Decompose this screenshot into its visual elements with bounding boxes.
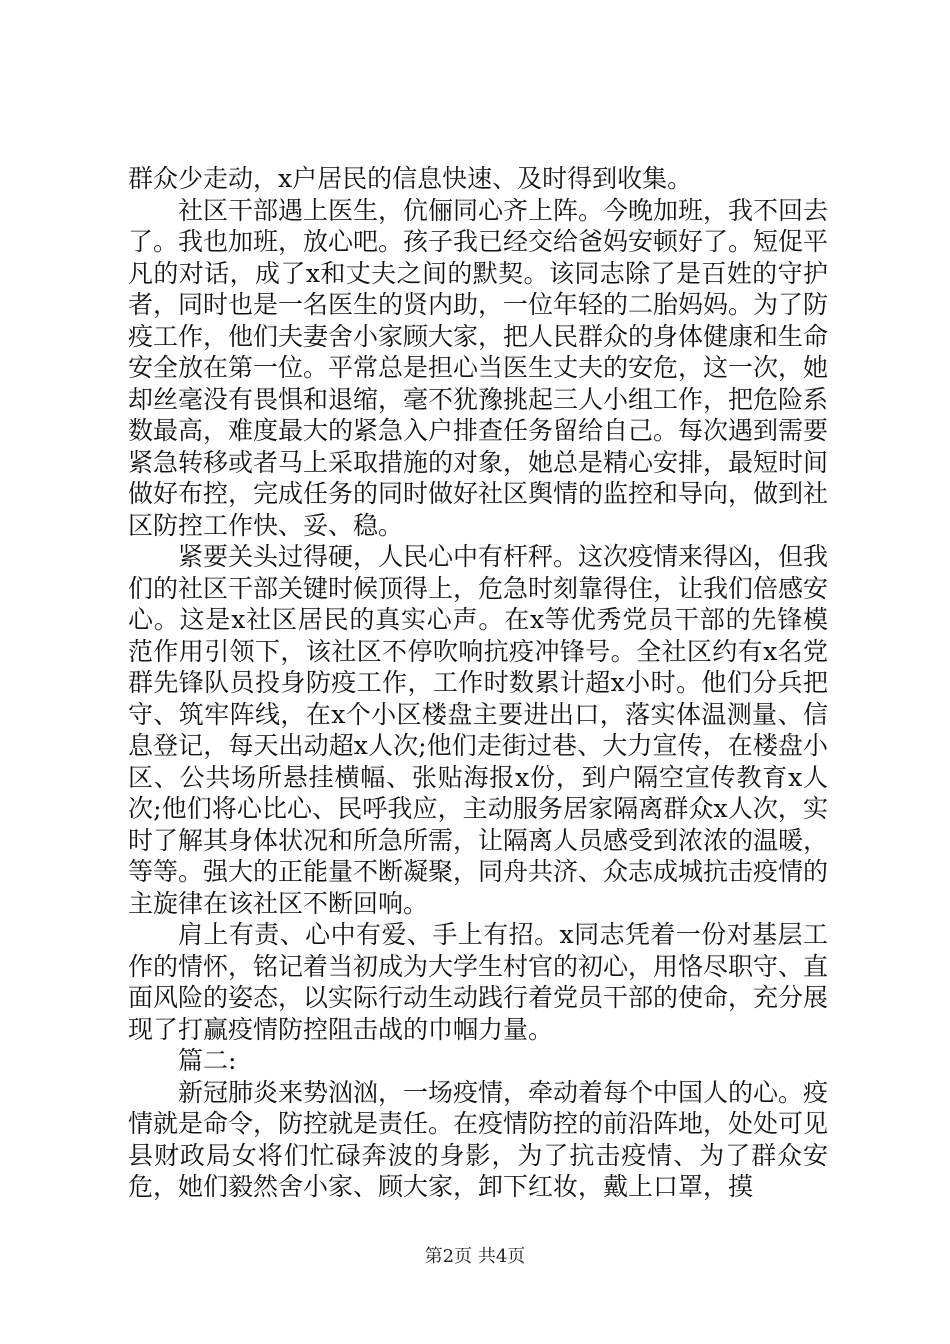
- paragraph: 肩上有责、心中有爱、手上有招。x同志凭着一份对基层工作的情怀，铭记着当初成为大学生村官的初心，用恪尽职守、直面风险的姿态，以实际行动生动践行着党员干部的使命，充分展现了打赢疫情防控阻击战的巾帼力量。: [128, 920, 829, 1044]
- paragraph: 紧要关头过得硬，人民心中有杆秤。这次疫情来得凶，但我们的社区干部关键时候顶得上，危急时刻靠得住，让我们倍感安心。这是x社区居民的真实心声。在x等优秀党员干部的先锋模范作用引领下，该社区不停吹响抗疫冲锋号。全社区约有x名党群先锋队员投身防疫工作，工作时数累计超x小时。他们分兵把守、筑牢阵线，在x个小区楼盘主要进出口，落实体温测量、信息登记，每天出动超x人次;他们走街过巷、大力宣传，在楼盘小区、公共场所悬挂横幅、张贴海报x份，到户隔空宣传教育x人次;他们将心比心、民呼我应，主动服务居家隔离群众x人次，实时了解其身体状况和所急所需，让隔离人员感受到浓浓的温暖，等等。强大的正能量不断凝聚，同舟共济、众志成城抗击疫情的主旋律在该社区不断回响。: [128, 542, 829, 918]
- document-body: [128, 163, 828, 1203]
- section-heading: 篇二:: [178, 1046, 237, 1075]
- paragraph-continuation: 群众少走动，x户居民的信息快速、及时得到收集。: [128, 164, 693, 193]
- page-number-footer: 第2页 共4页: [424, 1246, 526, 1267]
- paragraph: 新冠肺炎来势汹汹，一场疫情，牵动着每个中国人的心。疫情就是命令，防控就是责任。在疫情防控的前沿阵地，处处可见县财政局女将们忙碌奔波的身影，为了抗击疫情、为了群众安危，她们毅然舍小家、顾大家，卸下红妆，戴上口罩，摸: [128, 1077, 829, 1201]
- paragraph: 社区干部遇上医生，伉俪同心齐上阵。今晚加班，我不回去了。我也加班，放心吧。孩子我已经交给爸妈安顿好了。短促平凡的对话，成了x和丈夫之间的默契。该同志除了是百姓的守护者，同时也是一名医生的贤内助，一位年轻的二胎妈妈。为了防疫工作，他们夫妻舍小家顾大家，把人民群众的身体健康和生命安全放在第一位。平常总是担心当医生丈夫的安危，这一次，她却丝毫没有畏惧和退缩，毫不犹豫挑起三人小组工作，把危险系数最高，难度最大的紧急入户排查任务留给自己。每次遇到需要紧急转移或者马上采取措施的对象，她总是精心安排，最短时间做好布控，完成任务的同时做好社区舆情的监控和导向，做到社区防控工作快、妥、稳。: [128, 195, 829, 540]
